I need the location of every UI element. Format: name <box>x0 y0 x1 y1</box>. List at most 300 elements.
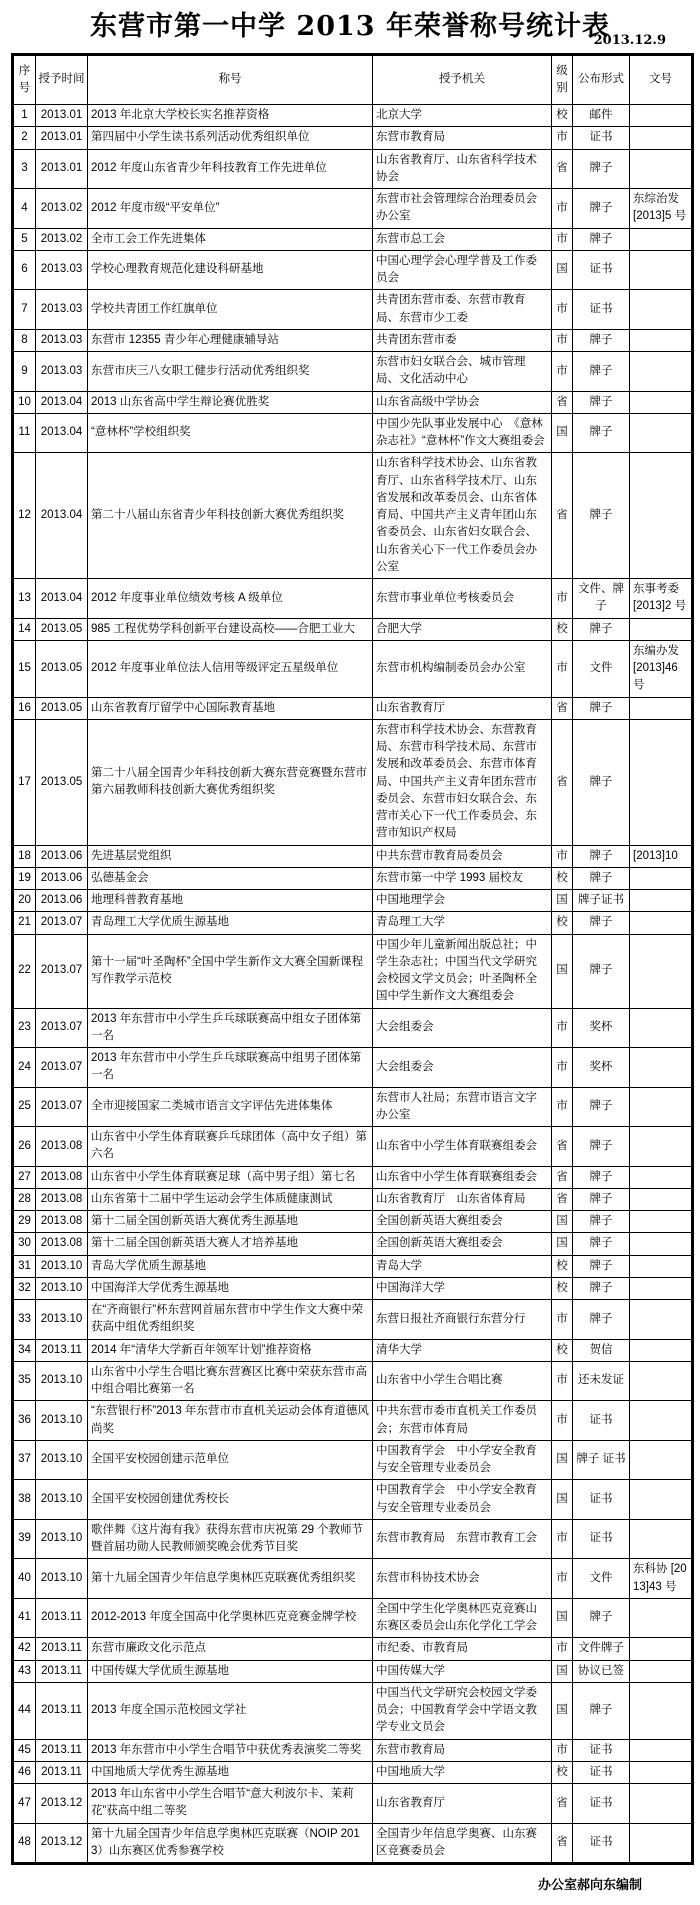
title-cell: 先进基层党组织 <box>88 845 373 867</box>
publish-form-cell: 证书 <box>573 290 630 330</box>
level-cell: 市 <box>552 127 573 149</box>
doc-number-cell: [2013]10 <box>630 845 693 867</box>
row-number-cell: 7 <box>13 290 36 330</box>
level-cell: 市 <box>552 845 573 867</box>
level-cell: 市 <box>552 1519 573 1559</box>
award-date-cell: 2013.10 <box>36 1361 88 1401</box>
doc-number-cell <box>630 1339 693 1361</box>
authority-cell: 山东省中小学生体育联赛组委会 <box>373 1127 552 1167</box>
row-number-cell: 34 <box>13 1339 36 1361</box>
title-cell: 中国地质大学优秀生源基地 <box>88 1761 373 1783</box>
level-cell: 国 <box>552 1233 573 1255</box>
document-footer: 办公室郝向东编制 <box>537 1878 642 1893</box>
title-cell: 2014 年“清华大学新百年领军计划”推荐资格 <box>88 1339 373 1361</box>
authority-cell: 中国心理学会心理学普及工作委员会 <box>373 250 552 290</box>
doc-number-cell <box>630 1188 693 1210</box>
row-number-cell: 14 <box>13 618 36 640</box>
level-cell: 市 <box>552 228 573 250</box>
row-number-cell: 40 <box>13 1559 36 1599</box>
header-seq-number: 序号 <box>13 55 36 105</box>
publish-form-cell: 证书 <box>573 1761 630 1783</box>
doc-number-cell <box>630 391 693 413</box>
doc-number-cell <box>630 1127 693 1167</box>
authority-cell: 中国地质大学 <box>373 1761 552 1783</box>
header-authority: 授予机关 <box>373 55 552 105</box>
table-row <box>13 640 693 697</box>
title-cell: 2012 年度市级“平安单位” <box>88 189 373 229</box>
publish-form-cell: 牌子 <box>573 453 630 579</box>
doc-number-cell <box>630 127 693 149</box>
doc-number-cell <box>630 1166 693 1188</box>
award-date-cell: 2013.05 <box>36 719 88 845</box>
doc-number-cell <box>630 1784 693 1824</box>
title-cell: 在“齐商银行”杯东营网首届东营市中学生作文大赛中荣获高中组优秀组织奖 <box>88 1300 373 1340</box>
row-number-cell: 12 <box>13 453 36 579</box>
table-row <box>13 290 693 330</box>
level-cell: 省 <box>552 1166 573 1188</box>
doc-number-cell <box>630 413 693 453</box>
authority-cell: 合肥大学 <box>373 618 552 640</box>
award-date-cell: 2013.08 <box>36 1211 88 1233</box>
title-cell: 弘德基金会 <box>88 867 373 889</box>
publish-form-cell: 协议已签 <box>573 1660 630 1682</box>
level-cell: 市 <box>552 1048 573 1088</box>
authority-cell: 东营市事业单位考核委员会 <box>373 579 552 619</box>
award-date-cell: 2013.10 <box>36 1519 88 1559</box>
authority-cell: 东营市教育局 东营市教育工会 <box>373 1519 552 1559</box>
award-date-cell: 2013.10 <box>36 1401 88 1441</box>
table-row <box>13 867 693 889</box>
award-date-cell: 2013.08 <box>36 1166 88 1188</box>
title-cell: 2013 年东营市中小学生乒乓球联赛高中组男子团体第一名 <box>88 1048 373 1088</box>
row-number-cell: 26 <box>13 1127 36 1167</box>
publish-form-cell: 牌子 <box>573 912 630 934</box>
table-row <box>13 1211 693 1233</box>
title-cell: 东营市 12355 青少年心理健康辅导站 <box>88 329 373 351</box>
publish-form-cell: 牌子 <box>573 1233 630 1255</box>
authority-cell: 东营市科协技术协会 <box>373 1559 552 1599</box>
publish-form-cell: 证书 <box>573 1823 630 1864</box>
doc-number-cell <box>630 934 693 1008</box>
table-row <box>13 1277 693 1299</box>
doc-number-cell <box>630 1519 693 1559</box>
authority-cell: 大会组委会 <box>373 1048 552 1088</box>
level-cell: 省 <box>552 1188 573 1210</box>
table-header-row <box>13 55 693 105</box>
title-cell: 2013 年东营市中小学生合唱节中获优秀表演奖二等奖 <box>88 1739 373 1761</box>
authority-cell: 共青团东营市委 <box>373 329 552 351</box>
publish-form-cell: 邮件 <box>573 105 630 127</box>
level-cell: 市 <box>552 329 573 351</box>
authority-cell: 市纪委、市教育局 <box>373 1638 552 1660</box>
authority-cell: 全国中学生化学奥林匹克竞赛山东赛区委员会山东化学化工学会 <box>373 1598 552 1638</box>
title-cell: 第十九届全国青少年信息学奥林匹克联赛优秀组织奖 <box>88 1559 373 1599</box>
table-row <box>13 1361 693 1401</box>
award-date-cell: 2013.11 <box>36 1638 88 1660</box>
table-row <box>13 1255 693 1277</box>
publish-form-cell: 证书 <box>573 1480 630 1520</box>
table-row <box>13 149 693 189</box>
publish-form-cell: 牌子 <box>573 618 630 640</box>
authority-cell: 东营市机构编制委员会办公室 <box>373 640 552 697</box>
title-cell: 中国传媒大学优质生源基地 <box>88 1660 373 1682</box>
award-date-cell: 2013.02 <box>36 189 88 229</box>
row-number-cell: 2 <box>13 127 36 149</box>
publish-form-cell: 牌子 <box>573 1300 630 1340</box>
award-date-cell: 2013.07 <box>36 1087 88 1127</box>
level-cell: 市 <box>552 352 573 392</box>
authority-cell: 东营市教育局 <box>373 127 552 149</box>
publish-form-cell: 牌子 <box>573 1682 630 1739</box>
authority-cell: 中国海洋大学 <box>373 1277 552 1299</box>
authority-cell: 全国创新英语大赛组委会 <box>373 1211 552 1233</box>
level-cell: 国 <box>552 934 573 1008</box>
row-number-cell: 39 <box>13 1519 36 1559</box>
authority-cell: 清华大学 <box>373 1339 552 1361</box>
honor-table <box>11 53 694 1865</box>
doc-number-cell <box>630 1087 693 1127</box>
title-cell: “东营银行杯”2013 年东营市市直机关运动会体育道德风尚奖 <box>88 1401 373 1441</box>
table-row <box>13 719 693 845</box>
level-cell: 市 <box>552 1739 573 1761</box>
doc-number-cell: 东事考委[2013]2 号 <box>630 579 693 619</box>
table-row <box>13 912 693 934</box>
row-number-cell: 28 <box>13 1188 36 1210</box>
document-date: 2013.12.9 <box>593 33 666 48</box>
title-cell: 全市工会工作先进集体 <box>88 228 373 250</box>
title-cell: 青岛理工大学优质生源基地 <box>88 912 373 934</box>
row-number-cell: 18 <box>13 845 36 867</box>
level-cell: 市 <box>552 290 573 330</box>
title-cell: 中国海洋大学优秀生源基地 <box>88 1277 373 1299</box>
publish-form-cell: 牌子 <box>573 697 630 719</box>
authority-cell: 山东省教育厅 山东省体育局 <box>373 1188 552 1210</box>
row-number-cell: 36 <box>13 1401 36 1441</box>
level-cell: 市 <box>552 1361 573 1401</box>
level-cell: 校 <box>552 867 573 889</box>
row-number-cell: 3 <box>13 149 36 189</box>
table-row <box>13 1188 693 1210</box>
award-date-cell: 2013.10 <box>36 1480 88 1520</box>
doc-number-cell <box>630 228 693 250</box>
doc-number-cell <box>630 1255 693 1277</box>
row-number-cell: 45 <box>13 1739 36 1761</box>
award-date-cell: 2013.12 <box>36 1784 88 1824</box>
award-date-cell: 2013.01 <box>36 149 88 189</box>
doc-number-cell <box>630 1008 693 1048</box>
table-row <box>13 1127 693 1167</box>
title-cell: “意林杯”学校组织奖 <box>88 413 373 453</box>
award-date-cell: 2013.04 <box>36 413 88 453</box>
doc-number-cell <box>630 1823 693 1864</box>
table-row <box>13 1339 693 1361</box>
row-number-cell: 25 <box>13 1087 36 1127</box>
publish-form-cell: 牌子 <box>573 329 630 351</box>
authority-cell: 共青团东营市委、东营市教育局、东营市少工委 <box>373 290 552 330</box>
authority-cell: 山东省中小学生合唱比赛 <box>373 1361 552 1401</box>
header-level: 级别 <box>552 55 573 105</box>
doc-number-cell <box>630 1761 693 1783</box>
publish-form-cell: 牌子 <box>573 189 630 229</box>
doc-number-cell <box>630 719 693 845</box>
publish-form-cell: 牌子 <box>573 719 630 845</box>
table-row <box>13 1008 693 1048</box>
title-cell: 山东省中小学生合唱比赛东营赛区比赛中荣获东营市高中组合唱比赛第一名 <box>88 1361 373 1401</box>
level-cell: 校 <box>552 1277 573 1299</box>
award-date-cell: 2013.03 <box>36 329 88 351</box>
row-number-cell: 19 <box>13 867 36 889</box>
award-date-cell: 2013.08 <box>36 1188 88 1210</box>
header-publish-form: 公布形式 <box>573 55 630 105</box>
award-date-cell: 2013.05 <box>36 618 88 640</box>
table-row <box>13 1087 693 1127</box>
award-date-cell: 2013.07 <box>36 1008 88 1048</box>
level-cell: 国 <box>552 1440 573 1480</box>
doc-number-cell <box>630 453 693 579</box>
doc-number-cell <box>630 1277 693 1299</box>
row-number-cell: 5 <box>13 228 36 250</box>
level-cell: 国 <box>552 250 573 290</box>
doc-number-cell <box>630 1440 693 1480</box>
row-number-cell: 10 <box>13 391 36 413</box>
publish-form-cell: 牌子 <box>573 867 630 889</box>
title-cell: 2012-2013 年度全国高中化学奥林匹克竞赛金牌学校 <box>88 1598 373 1638</box>
authority-cell: 北京大学 <box>373 105 552 127</box>
level-cell: 校 <box>552 1255 573 1277</box>
table-row <box>13 1784 693 1824</box>
publish-form-cell: 牌子 <box>573 228 630 250</box>
authority-cell: 山东省教育厅 <box>373 697 552 719</box>
title-cell: 2013 年度全国示范校园文学社 <box>88 1682 373 1739</box>
title-cell: 2012 年度山东省青少年科技教育工作先进单位 <box>88 149 373 189</box>
title-cell: 全市迎接国家二类城市语言文字评估先进体集体 <box>88 1087 373 1127</box>
row-number-cell: 1 <box>13 105 36 127</box>
publish-form-cell: 文件 <box>573 1559 630 1599</box>
table-row <box>13 1480 693 1520</box>
table-row <box>13 618 693 640</box>
award-date-cell: 2013.10 <box>36 1255 88 1277</box>
authority-cell: 中国当代文学研究会校园文学委员会；中国教育学会中学语文教学专业文员会 <box>373 1682 552 1739</box>
award-date-cell: 2013.06 <box>36 890 88 912</box>
level-cell: 省 <box>552 1784 573 1824</box>
level-cell: 国 <box>552 413 573 453</box>
row-number-cell: 4 <box>13 189 36 229</box>
level-cell: 省 <box>552 1127 573 1167</box>
authority-cell: 山东省科学技术协会、山东省教育厅、山东省科学技术厅、山东省发展和改革委员会、山东省体育局、中国共产主义青年团山东省委员会、山东省妇女联合会、山东省关心下一代工作委员会办公室 <box>373 453 552 579</box>
table-row <box>13 1401 693 1441</box>
row-number-cell: 33 <box>13 1300 36 1340</box>
award-date-cell: 2013.01 <box>36 105 88 127</box>
title-cell: 2013 年山东省中小学生合唱节“意大利波尔卡、茉莉花”获高中组二等奖 <box>88 1784 373 1824</box>
award-date-cell: 2013.05 <box>36 640 88 697</box>
publish-form-cell: 牌子 <box>573 845 630 867</box>
authority-cell: 全国青少年信息学奥赛、山东赛区竞赛委员会 <box>373 1823 552 1864</box>
award-date-cell: 2013.11 <box>36 1339 88 1361</box>
authority-cell: 青岛理工大学 <box>373 912 552 934</box>
publish-form-cell: 牌子 <box>573 413 630 453</box>
authority-cell: 中国地理学会 <box>373 890 552 912</box>
doc-number-cell <box>630 1480 693 1520</box>
publish-form-cell: 牌子 <box>573 1166 630 1188</box>
level-cell: 省 <box>552 719 573 845</box>
publish-form-cell: 证书 <box>573 1739 630 1761</box>
award-date-cell: 2013.11 <box>36 1761 88 1783</box>
publish-form-cell: 奖杯 <box>573 1048 630 1088</box>
authority-cell: 东营市人社局；东营市语言文字办公室 <box>373 1087 552 1127</box>
table-row <box>13 1638 693 1660</box>
level-cell: 国 <box>552 1682 573 1739</box>
award-date-cell: 2013.08 <box>36 1127 88 1167</box>
publish-form-cell: 牌子 <box>573 1598 630 1638</box>
award-date-cell: 2013.04 <box>36 453 88 579</box>
table-row <box>13 1300 693 1340</box>
row-number-cell: 11 <box>13 413 36 453</box>
row-number-cell: 37 <box>13 1440 36 1480</box>
publish-form-cell: 牌子 <box>573 934 630 1008</box>
title-cell: 山东省中小学生体育联赛乒乓球团体（高中女子组）第六名 <box>88 1127 373 1167</box>
table-row <box>13 697 693 719</box>
award-date-cell: 2013.10 <box>36 1559 88 1599</box>
row-number-cell: 6 <box>13 250 36 290</box>
level-cell: 市 <box>552 1087 573 1127</box>
award-date-cell: 2013.11 <box>36 1682 88 1739</box>
doc-number-cell <box>630 1048 693 1088</box>
table-row <box>13 1598 693 1638</box>
authority-cell: 青岛大学 <box>373 1255 552 1277</box>
row-number-cell: 38 <box>13 1480 36 1520</box>
level-cell: 国 <box>552 1598 573 1638</box>
doc-number-cell: 东综治发[2013]5 号 <box>630 189 693 229</box>
award-date-cell: 2013.05 <box>36 697 88 719</box>
doc-number-cell <box>630 1401 693 1441</box>
publish-form-cell: 牌子 <box>573 1188 630 1210</box>
table-row <box>13 890 693 912</box>
doc-number-cell <box>630 352 693 392</box>
award-date-cell: 2013.01 <box>36 127 88 149</box>
page-title: 东营市第一中学 2013 年荣誉称号统计表 <box>90 11 610 42</box>
authority-cell: 中国少年儿童新闻出版总社；中学生杂志社；中国当代文学研究会校园文学文员会；叶圣陶杯全国中学生新作文大赛组委会 <box>373 934 552 1008</box>
award-date-cell: 2013.12 <box>36 1823 88 1864</box>
title-cell: 985 工程优势学科创新平台建设高校——合肥工业大 <box>88 618 373 640</box>
publish-form-cell: 牌子 <box>573 1087 630 1127</box>
title-cell: 第四届中小学生读书系列活动优秀组织单位 <box>88 127 373 149</box>
award-date-cell: 2013.11 <box>36 1598 88 1638</box>
level-cell: 省 <box>552 149 573 189</box>
row-number-cell: 16 <box>13 697 36 719</box>
authority-cell: 东营市总工会 <box>373 228 552 250</box>
award-date-cell: 2013.03 <box>36 290 88 330</box>
title-cell: 第十九届全国青少年信息学奥林匹克联赛（NOIP 2013）山东赛区优秀参赛学校 <box>88 1823 373 1864</box>
table-row <box>13 1166 693 1188</box>
publish-form-cell: 牌子 <box>573 391 630 413</box>
title-cell: 第二十八届山东省青少年科技创新大赛优秀组织奖 <box>88 453 373 579</box>
table-row <box>13 1233 693 1255</box>
award-date-cell: 2013.07 <box>36 1048 88 1088</box>
authority-cell: 山东省教育厅、山东省科学技术协会 <box>373 149 552 189</box>
doc-number-cell <box>630 618 693 640</box>
row-number-cell: 43 <box>13 1660 36 1682</box>
header-doc-number: 文号 <box>630 55 693 105</box>
row-number-cell: 24 <box>13 1048 36 1088</box>
row-number-cell: 48 <box>13 1823 36 1864</box>
authority-cell: 东营日报社齐商银行东营分行 <box>373 1300 552 1340</box>
level-cell: 市 <box>552 1638 573 1660</box>
authority-cell: 东营市社会管理综合治理委员会办公室 <box>373 189 552 229</box>
doc-number-cell <box>630 1739 693 1761</box>
title-cell: 青岛大学优质生源基地 <box>88 1255 373 1277</box>
award-date-cell: 2013.06 <box>36 867 88 889</box>
doc-number-cell <box>630 250 693 290</box>
level-cell: 市 <box>552 1300 573 1340</box>
publish-form-cell: 牌子 <box>573 1211 630 1233</box>
level-cell: 国 <box>552 1211 573 1233</box>
award-date-cell: 2013.06 <box>36 845 88 867</box>
table-row <box>13 250 693 290</box>
title-cell: 地理科普教育基地 <box>88 890 373 912</box>
award-date-cell: 2013.10 <box>36 1277 88 1299</box>
doc-number-cell <box>630 1682 693 1739</box>
level-cell: 市 <box>552 579 573 619</box>
authority-cell: 中国少先队事业发展中心 《意林杂志社》“意林杯”作文大赛组委会 <box>373 413 552 453</box>
doc-number-cell <box>630 105 693 127</box>
table-row <box>13 1739 693 1761</box>
authority-cell: 山东省高级中学协会 <box>373 391 552 413</box>
publish-form-cell: 证书 <box>573 1401 630 1441</box>
row-number-cell: 42 <box>13 1638 36 1660</box>
row-number-cell: 9 <box>13 352 36 392</box>
publish-form-cell: 牌子 <box>573 352 630 392</box>
doc-number-cell <box>630 1361 693 1401</box>
title-cell: 第十二届全国创新英语大赛人才培养基地 <box>88 1233 373 1255</box>
publish-form-cell: 牌子 <box>573 1277 630 1299</box>
row-number-cell: 20 <box>13 890 36 912</box>
level-cell: 校 <box>552 1339 573 1361</box>
authority-cell: 中共东营市委市直机关工作委员会；东营市体育局 <box>373 1401 552 1441</box>
publish-form-cell: 证书 <box>573 127 630 149</box>
table-row <box>13 453 693 579</box>
doc-number-cell <box>630 1660 693 1682</box>
level-cell: 国 <box>552 1480 573 1520</box>
table-row <box>13 1048 693 1088</box>
title-cell: 2013 年东营市中小学生乒乓球联赛高中组女子团体第一名 <box>88 1008 373 1048</box>
doc-number-cell: 东编办发[2013]46 号 <box>630 640 693 697</box>
award-date-cell: 2013.03 <box>36 352 88 392</box>
level-cell: 国 <box>552 890 573 912</box>
title-cell: 全国平安校园创建示范单位 <box>88 1440 373 1480</box>
row-number-cell: 27 <box>13 1166 36 1188</box>
table-row <box>13 1682 693 1739</box>
publish-form-cell: 牌子 <box>573 149 630 189</box>
row-number-cell: 44 <box>13 1682 36 1739</box>
row-number-cell: 13 <box>13 579 36 619</box>
award-date-cell: 2013.04 <box>36 391 88 413</box>
authority-cell: 山东省中小学生体育联赛组委会 <box>373 1166 552 1188</box>
row-number-cell: 22 <box>13 934 36 1008</box>
table-row <box>13 352 693 392</box>
level-cell: 市 <box>552 1559 573 1599</box>
authority-cell: 东营市第一中学 1993 届校友 <box>373 867 552 889</box>
level-cell: 市 <box>552 640 573 697</box>
title-cell: 学校共青团工作红旗单位 <box>88 290 373 330</box>
row-number-cell: 29 <box>13 1211 36 1233</box>
award-date-cell: 2013.11 <box>36 1739 88 1761</box>
row-number-cell: 31 <box>13 1255 36 1277</box>
publish-form-cell: 牌子 证书 <box>573 1440 630 1480</box>
row-number-cell: 17 <box>13 719 36 845</box>
doc-number-cell <box>630 1300 693 1340</box>
award-date-cell: 2013.11 <box>36 1660 88 1682</box>
header-award-date: 授予时间 <box>36 55 88 105</box>
